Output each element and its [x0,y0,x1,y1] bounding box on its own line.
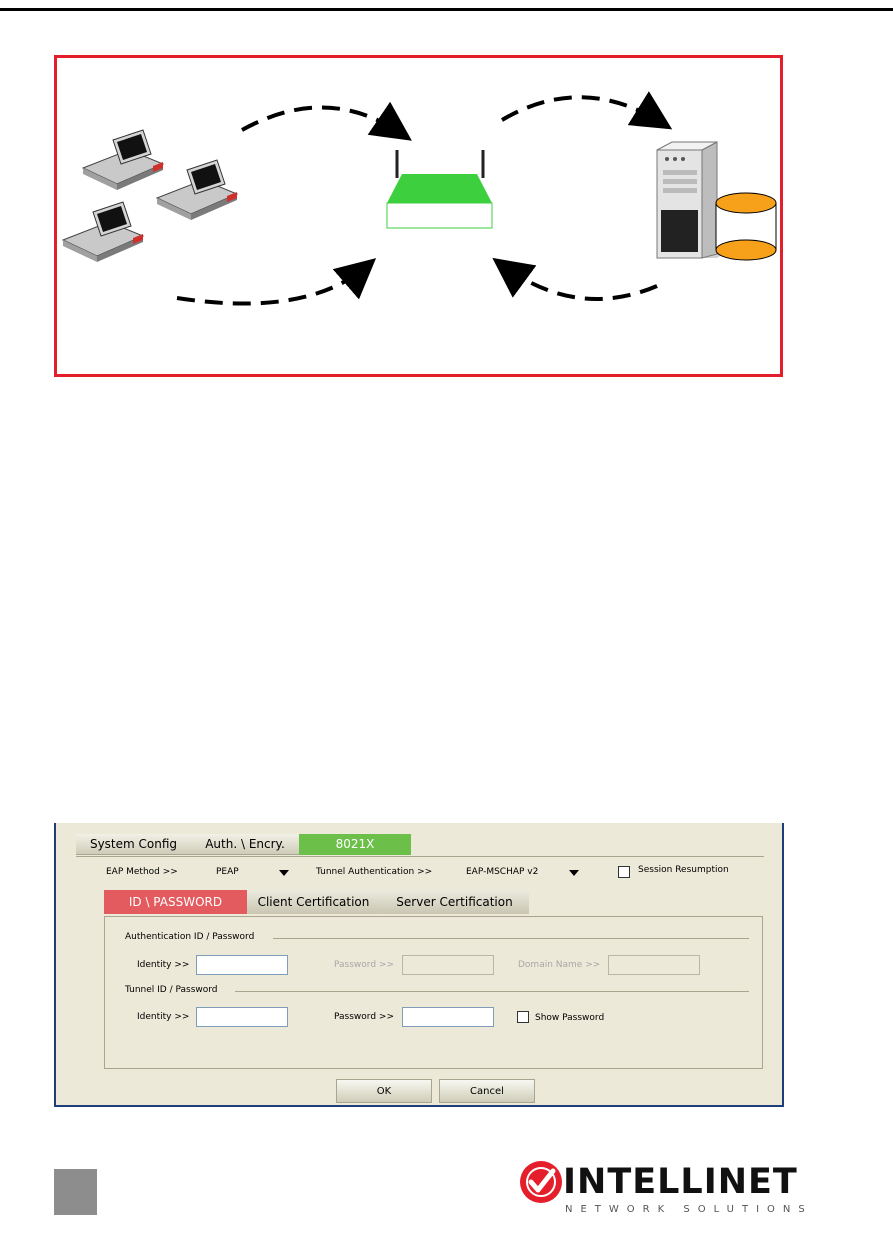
top-rule [0,8,893,11]
logo-wordmark: INTELLINET [563,1162,798,1202]
tunnel-group-title: Tunnel ID / Password [125,985,218,995]
tunnel-auth-select[interactable]: EAP-MSCHAP v2 [466,867,539,877]
laptop-icon [157,160,237,220]
access-point-icon [387,150,492,228]
laptop-icon [63,202,143,262]
auth-password-input[interactable] [402,955,494,975]
arrow-icon [242,107,402,134]
tabs-divider [76,856,764,857]
laptop-icon [83,130,163,190]
group-divider [273,938,749,939]
session-resumption-checkbox[interactable] [618,866,630,878]
auth-group-title: Authentication ID / Password [125,932,255,942]
auth-identity-input[interactable] [196,955,288,975]
subtab-id-password[interactable]: ID \ PASSWORD [104,890,247,914]
database-icon [716,193,776,260]
identity-label: Identity >> [137,960,190,970]
arrow-icon [502,97,662,123]
tunnel-identity-input[interactable] [196,1007,288,1027]
logo-tagline: NETWORK SOLUTIONS [565,1204,813,1215]
tab-8021x[interactable]: 8021X [299,834,411,855]
tab-auth-encry[interactable]: Auth. \ Encry. [191,834,299,855]
arrow-icon [502,265,657,299]
cancel-button[interactable]: Cancel [439,1079,535,1103]
ok-button[interactable]: OK [336,1079,432,1103]
show-password-label: Show Password [535,1013,605,1023]
chevron-down-icon[interactable] [279,870,289,876]
id-password-panel [104,916,763,1069]
network-diagram [54,55,783,377]
arrow-icon [177,266,367,304]
page-number-block [54,1169,97,1215]
domain-name-input[interactable] [608,955,700,975]
group-divider [235,991,749,992]
eap-method-label: EAP Method >> [106,867,178,877]
domain-name-label: Domain Name >> [518,960,601,970]
subtab-server-certification[interactable]: Server Certification [380,890,529,914]
password-label: Password >> [334,960,394,970]
show-password-checkbox[interactable] [517,1011,529,1023]
tab-system-config[interactable]: System Config [76,834,191,855]
chevron-down-icon[interactable] [569,870,579,876]
checkmark-logo-icon [519,1160,563,1204]
session-resumption-label: Session Resumption [638,865,729,875]
network-diagram-graphic [57,58,780,374]
tunnel-auth-label: Tunnel Authentication >> [316,867,433,877]
tunnel-identity-label: Identity >> [137,1012,190,1022]
subtab-client-certification[interactable]: Client Certification [247,890,380,914]
tunnel-password-input[interactable] [402,1007,494,1027]
dot1x-config-dialog [54,823,784,1107]
eap-method-select[interactable]: PEAP [216,867,239,877]
tunnel-password-label: Password >> [334,1012,394,1022]
